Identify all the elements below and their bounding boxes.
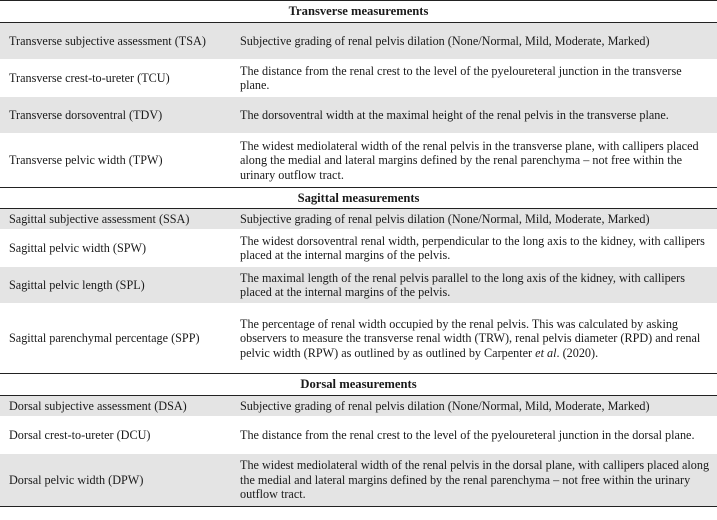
term-cell: Dorsal pelvic width (DPW) [0, 454, 231, 507]
table-row [0, 209, 717, 230]
description-text: The percentage of renal width occupied by the renal pelvis. This was calculated by asking observers to measure the transverse renal width (TRW), renal pelvis diameter (RPD) and renal pelvic width (RPW) as outlined by as outlined by Carpenter [240, 316, 701, 360]
table-row [0, 396, 717, 417]
term-cell: Transverse pelvic width (TPW) [0, 134, 231, 188]
term-cell: Sagittal pelvic width (SPW) [0, 230, 231, 267]
section-title: Dorsal measurements [0, 374, 717, 396]
section-header-transverse [0, 1, 717, 23]
table-row [0, 60, 717, 97]
section-header-dorsal [0, 374, 717, 396]
table-row [0, 267, 717, 304]
term-cell: Transverse dorsoventral (TDV) [0, 97, 231, 134]
term-cell: Dorsal crest-to-ureter (DCU) [0, 417, 231, 454]
table-row [0, 97, 717, 134]
section-header-sagittal [0, 188, 717, 209]
term-cell: Sagittal pelvic length (SPL) [0, 267, 231, 304]
description-cell: The widest mediolateral width of the renal pelvis in the transverse plane, with callipers placed along the medial and lateral margins defined by the renal parenchyma – not free within the urinary outflow tract. [231, 134, 717, 188]
table-row [0, 417, 717, 454]
description-cell: The widest mediolateral width of the renal pelvis in the dorsal plane, with callipers placed along the medial and lateral margins defined by the renal parenchyma – not free within the urinary outflow tract. [231, 454, 717, 507]
section-title: Transverse measurements [0, 1, 717, 23]
description-cell: The widest dorsoventral renal width, perpendicular to the long axis to the kidney, with callipers placed at the internal margins of the pelvis. [231, 230, 717, 267]
table-row [0, 304, 717, 374]
description-cell: The dorsoventral width at the maximal height of the renal pelvis in the transverse plane. [231, 97, 717, 134]
description-cell: Subjective grading of renal pelvis dilation (None/Normal, Mild, Moderate, Marked) [231, 396, 717, 417]
table-row [0, 23, 717, 60]
description-cell: The distance from the renal crest to the level of the pyeloureteral junction in the dorsal plane. [231, 417, 717, 454]
table-row [0, 454, 717, 507]
term-cell: Dorsal subjective assessment (DSA) [0, 396, 231, 417]
term-cell: Sagittal subjective assessment (SSA) [0, 209, 231, 230]
description-cell [231, 304, 717, 374]
term-cell: Sagittal parenchymal percentage (SPP) [0, 304, 231, 374]
table-row [0, 230, 717, 267]
citation-et-al: et al [535, 345, 557, 360]
table-row [0, 134, 717, 188]
description-text-end: . (2020). [556, 345, 599, 360]
description-cell: The distance from the renal crest to the level of the pyeloureteral junction in the transverse plane. [231, 60, 717, 97]
description-cell: The maximal length of the renal pelvis parallel to the long axis of the kidney, with callipers placed at the internal margins of the pelvis. [231, 267, 717, 304]
term-cell: Transverse crest-to-ureter (TCU) [0, 60, 231, 97]
description-cell: Subjective grading of renal pelvis dilation (None/Normal, Mild, Moderate, Marked) [231, 23, 717, 60]
term-cell: Transverse subjective assessment (TSA) [0, 23, 231, 60]
description-cell: Subjective grading of renal pelvis dilation (None/Normal, Mild, Moderate, Marked) [231, 209, 717, 230]
section-title: Sagittal measurements [0, 188, 717, 209]
